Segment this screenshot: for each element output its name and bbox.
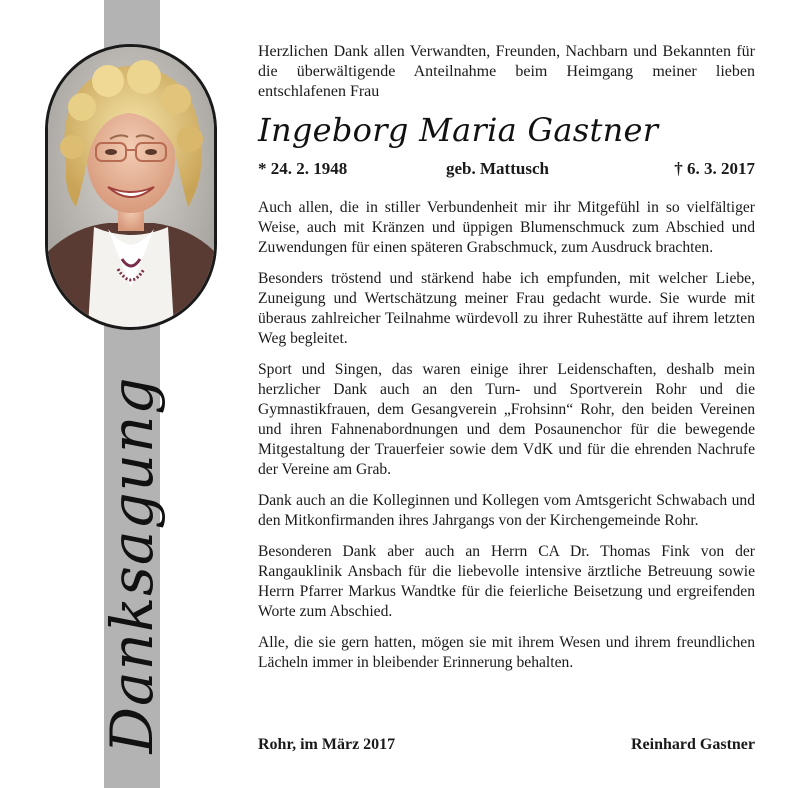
notice-body [258, 42, 755, 673]
paragraph-doctor-pastor: Besonderen Dank aber auch an Herrn CA Dr. Thomas Fink von der Rangauklinik Ansbach für die liebevolle intensive ärztliche Betreuung sowie Herrn Pfarrer Markus Wandtke für die feierliche Beisetzung und ergreifenden Worte zum Abschied. [258, 543, 755, 620]
paragraph-clubs: Sport und Singen, das waren einige ihrer Leidenschaften, deshalb mein herzlicher Dank auch an den Turn- und Sportverein Rohr und die Gymnastikfrauen, dem Gesangverein „Frohsinn“ Rohr, den beiden Vereinen und ihren Fahnenabordnungen und dem Posaunenchor für die bewegende Mitgestaltung der Trauerfeier sowie dem VdK und für die ehrenden Nachrufe der Vereine am Grab. [258, 361, 755, 478]
danksagung-heading: Danksagung [98, 376, 166, 754]
death-date: † 6. 3. 2017 [674, 159, 755, 178]
paragraph-comfort: Besonders tröstend und stärkend habe ich empfunden, mit welcher Liebe, Zuneigung und Wertschätzung meiner Frau gedacht wurde. Sie wurde mit überaus zahlreicher Teilnahme würdevoll zu ihrer Ruhestätte auf ihrem letzten Weg begleitet. [258, 270, 755, 347]
birth-date: * 24. 2. 1948 [258, 159, 348, 178]
life-dates [258, 158, 755, 180]
signature: Reinhard Gastner [631, 736, 755, 753]
portrait-photo [45, 44, 217, 330]
paragraph-remembrance: Alle, die sie gern hatten, mögen sie mit ihrem Wesen und ihrem freundlichen Lächeln immer in bleibender Erinnerung behalten. [258, 634, 755, 671]
place-date: Rohr, im März 2017 [258, 736, 396, 753]
intro-text: Herzlichen Dank allen Verwandten, Freunden, Nachbarn und Bekannten für die überwältigende Anteilnahme beim Heimgang meiner lieben entschlafenen Frau [258, 43, 755, 100]
paragraph-colleagues: Dank auch an die Kolleginnen und Kollegen vom Amtsgericht Schwabach und den Mitkonfirmanden ihres Jahrgangs von der Kirchengemeinde Rohr. [258, 492, 755, 529]
maiden-name: geb. Mattusch [446, 159, 549, 178]
paragraph-sympathy: Auch allen, die in stiller Verbundenheit mir ihr Mitgefühl in so vielfältiger Weise, auch mit Kränzen und üppigen Blumenschmuck zum Abschied und Zuwendungen für einen späteren Grabschmuck, zum Ausdruck brachten. [258, 199, 755, 256]
notice-footer [258, 734, 755, 756]
deceased-name: Ingeborg Maria Gastner [258, 111, 659, 149]
